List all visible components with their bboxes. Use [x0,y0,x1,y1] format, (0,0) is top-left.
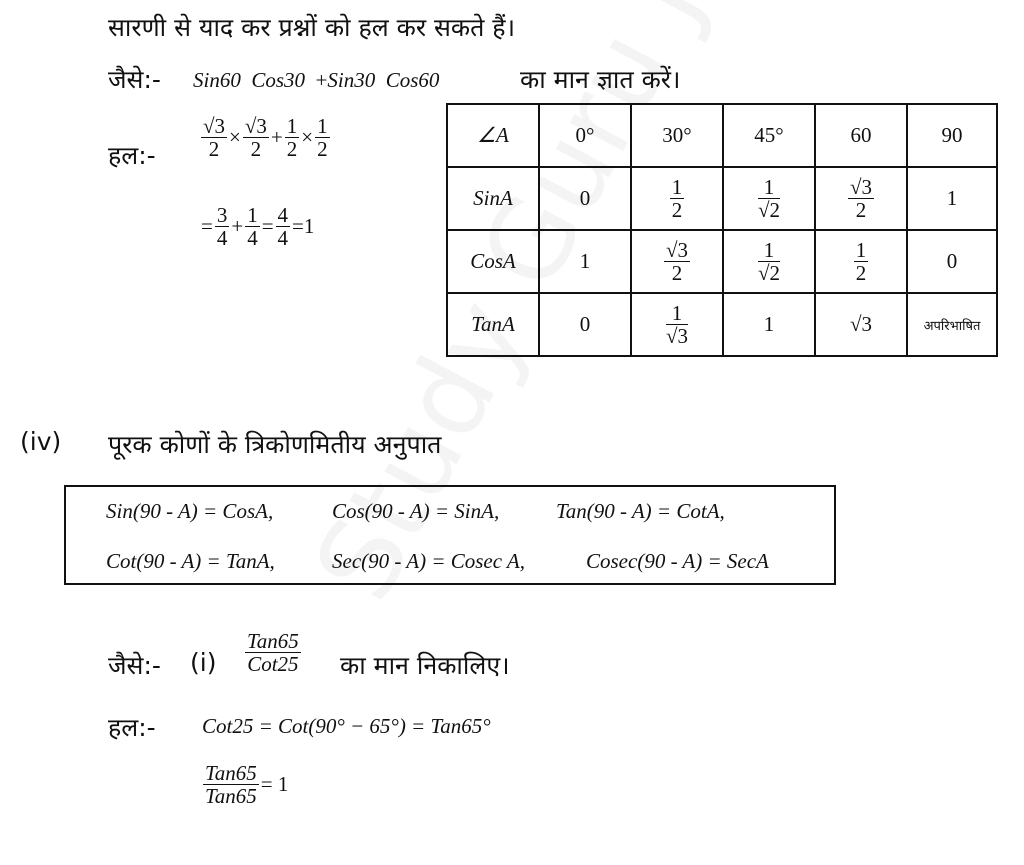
formula-tan: Tan(90 - A) = CotA, [556,499,725,523]
header-0: 0° [539,104,631,167]
cell: $\frac{1}{2}$ [815,230,907,293]
example1-expression: Sin60 Cos30 +Sin30 Cos60 [193,68,440,92]
intro-line: सारणी से याद कर प्रश्नों को हल कर सकते हैं। [108,13,516,42]
header-60: 60 [815,104,907,167]
example1-label: जैसे:- [108,65,161,94]
solution2-label: हल:- [108,713,156,742]
cell: 0 [539,293,631,356]
formula-cosec: Cosec(90 - A) = SecA [586,549,769,573]
table-row [447,293,997,356]
formula-cot: Cot(90 - A) = TanA, [106,549,275,573]
solution1-step1: $\frac{√3}{2}$ × $\frac{√3}{2}$ + $\frac{1}{2}$ × $\frac{1}{2}$ [203,114,328,162]
header-45: 45° [723,104,815,167]
frac-b: $\frac{√3}{2}$ [244,114,267,162]
header-angle: ∠A [447,104,539,167]
table-row [447,230,997,293]
solution1-step2: = $\frac{3}{4}$ + $\frac{1}{4}$ = $\frac{4}{4}$ =1 [201,203,315,251]
example2-label: जैसे:- [108,651,161,680]
table-row [447,167,997,230]
frac-a: $\frac{√3}{2}$ [203,114,226,162]
frac-c: $\frac{1}{2}$ [286,114,298,162]
fn-cos: CosA [447,230,539,293]
table-row [447,104,997,167]
section-number: (iv) [20,427,62,456]
frac-d: $\frac{1}{2}$ [317,114,328,162]
solution2-line1: Cot25 = Cot(90° − 65°) = Tan65° [202,714,491,738]
cell: 1 [539,230,631,293]
cell: 0 [539,167,631,230]
formula-sec: Sec(90 - A) = Cosec A, [332,549,526,573]
cell: 1 [723,293,815,356]
section-title: पूरक कोणों के त्रिकोणमितीय अनुपात [108,430,442,459]
example1-suffix: का मान ज्ञात करें। [520,65,681,94]
formula-cos: Cos(90 - A) = SinA, [332,499,500,523]
fn-sin: SinA [447,167,539,230]
cell: 0 [907,230,997,293]
cell: $\frac{1}{√3}$ [631,293,723,356]
cell: $\frac{√3}{2}$ [631,230,723,293]
example2-suffix: का मान निकालिए। [340,651,510,680]
cell: √3 [815,293,907,356]
formula-sin: Sin(90 - A) = CosA, [106,499,274,523]
solution1-label: हल:- [108,141,156,170]
example2-fraction: $\frac{\text{Tan65}}{\text{Cot25}}$ [247,629,299,677]
fn-tan: TanA [447,293,539,356]
solution2-line2: $\frac{\text{Tan65}}{\text{Tan65}}$ = 1 [205,761,289,809]
cell: $\frac{1}{√2}$ [723,167,815,230]
formula-box [64,485,836,585]
header-30: 30° [631,104,723,167]
cell: $\frac{1}{2}$ [631,167,723,230]
cell: $\frac{1}{√2}$ [723,230,815,293]
example2-number: (i) [190,648,217,677]
cell-undefined: अपरिभाषित [907,293,997,356]
cell: $\frac{√3}{2}$ [815,167,907,230]
cell: 1 [907,167,997,230]
header-90: 90 [907,104,997,167]
trig-values-table [446,103,998,357]
